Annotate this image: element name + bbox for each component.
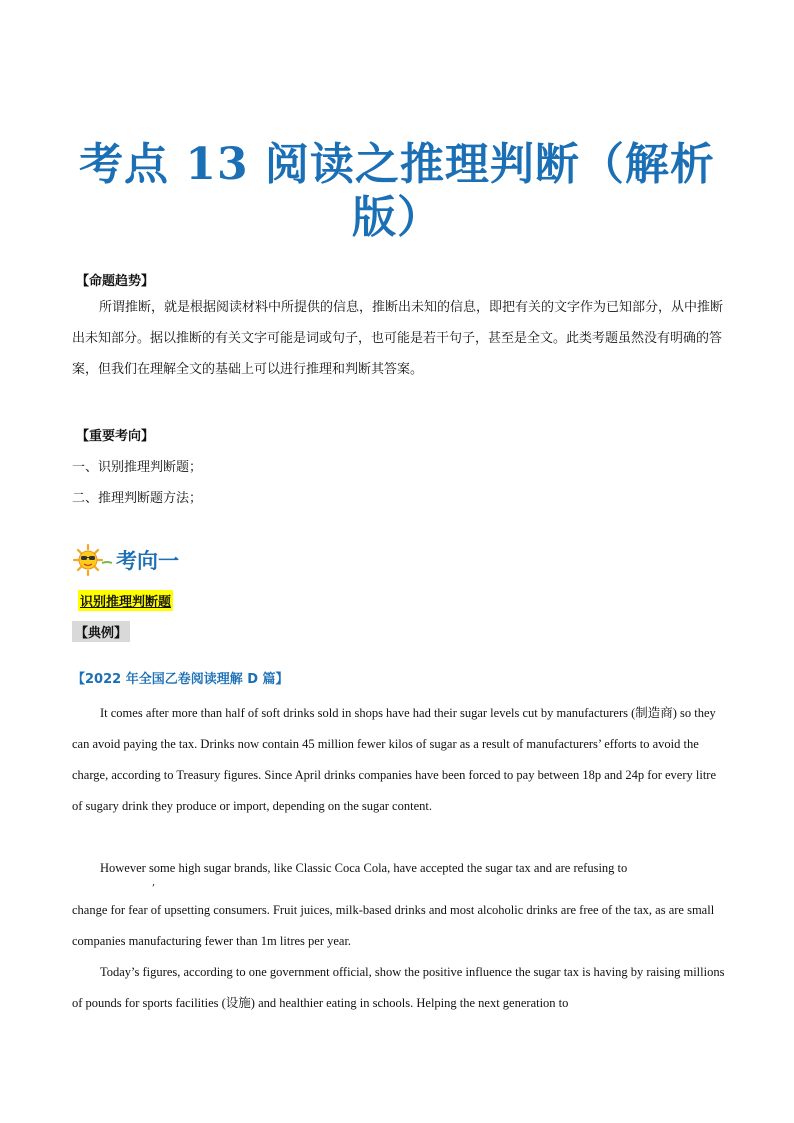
- trend-heading: 【命题趋势】: [76, 274, 155, 289]
- page-title: 考点 13 阅读之推理判断（解析版）: [79, 139, 715, 243]
- passage-source: 【2022 年全国乙卷阅读理解 D 篇】: [72, 672, 289, 687]
- passage-paragraph-1-text: It comes after more than half of soft drinks sold in shops have had their sugar levels cut by manufacturers (制造商) so they can avoid paying the tax. Drinks now contain 45 million fewer kilos of sugar as a result of manufacturers’ efforts to avoid the charge, according to Treasury figures. Since April drinks companies have been forced to pay between 18p and 24p for every litre of sugary drink they produce or import, depending on the sugar content.: [72, 706, 717, 813]
- stray-comma-mark: ,: [152, 877, 156, 888]
- direction-heading: 【重要考向】: [76, 429, 155, 444]
- passage-paragraph-2-rest: change for fear of upsetting consumers. Fruit juices, milk-based drinks and most alcoholic drinks are free of the tax, as are small companies manufacturing fewer than 1m litres per year.: [72, 903, 715, 948]
- direction-item-1: 一、识别推理判断题；: [72, 460, 203, 475]
- passage-paragraph-2-first-text: However some high sugar brands, like Classic Coca Cola, have accepted the sugar tax and are refusing to: [100, 861, 628, 875]
- highlight-label: 识别推理判断题: [78, 590, 173, 611]
- passage-paragraph-2-first-line: [72, 853, 726, 884]
- direction-item-2: 二、推理判断题方法；: [72, 491, 203, 506]
- passage-paragraph-1: [72, 698, 726, 822]
- passage-paragraph-3-text: Today’s figures, according to one government official, show the positive influence the sugar tax is having by raising millions of pounds for sports facilities (设施) and healthier eating in schools. Helping the next generation to: [72, 965, 725, 1010]
- passage-paragraph-3: [72, 957, 726, 1019]
- trend-paragraph: 所谓推断，就是根据阅读材料中所提供的信息，推断出未知的信息，即把有关的文字作为已知部分，从中推断出未知部分。据以推断的有关文字可能是词或句子，也可能是若干句子，甚至是全文。此类考题虽然没有明确的答案，但我们在理解全文的基础上可以进行推理和判断其答案。: [72, 300, 724, 377]
- sun-with-sunglasses-icon: [72, 543, 114, 577]
- section-heading: [72, 542, 179, 578]
- section-label: 考向一: [116, 549, 179, 573]
- example-tag: 【典例】: [72, 621, 130, 642]
